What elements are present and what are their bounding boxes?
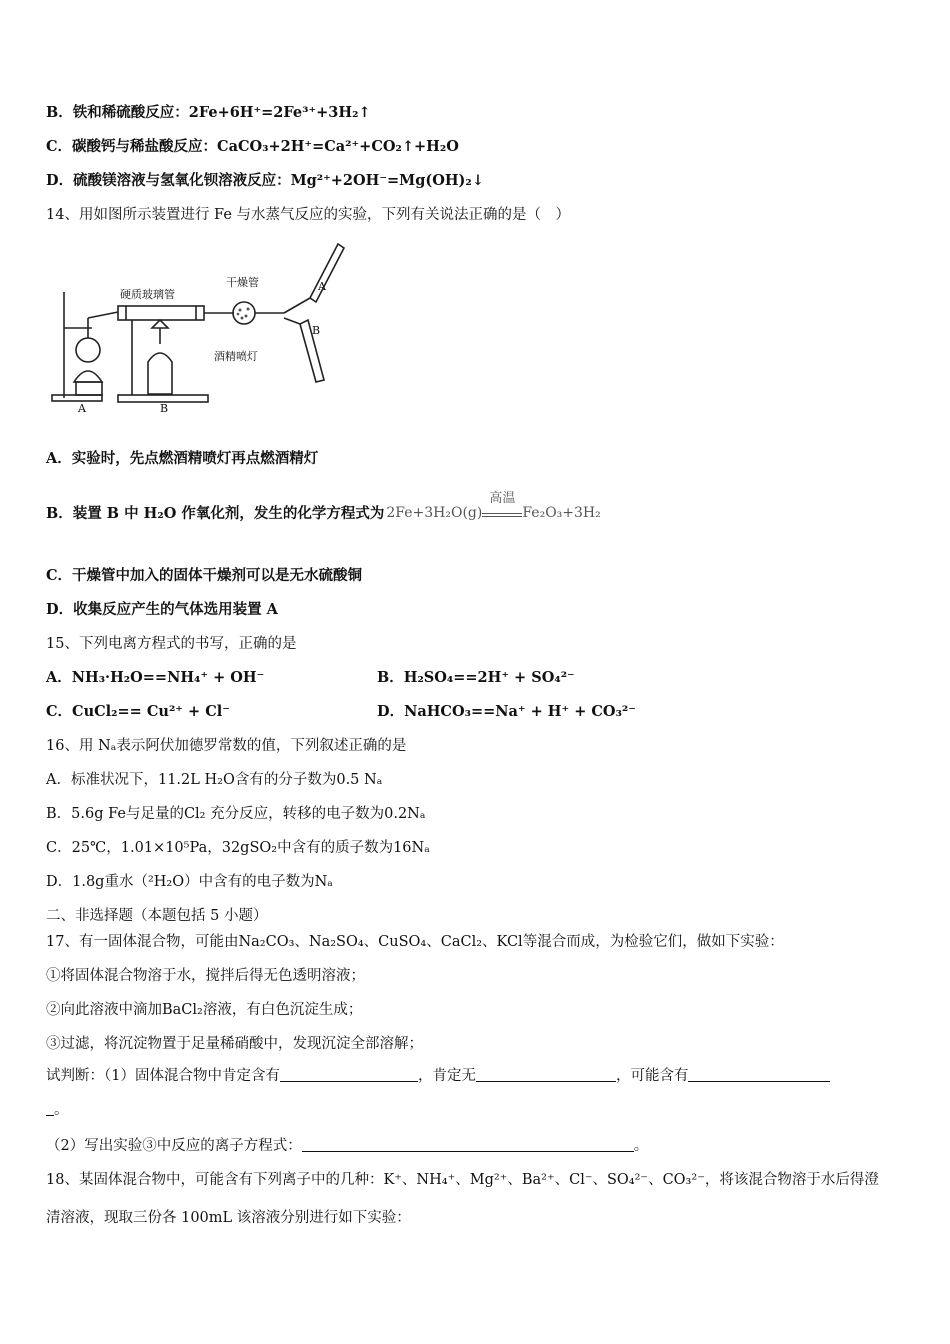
answer-blank-absent[interactable]	[476, 1067, 616, 1082]
answer-blank-continued[interactable]	[46, 1101, 54, 1116]
label-a-bottom: A	[78, 402, 86, 415]
equation-condition	[482, 491, 522, 517]
answer-blank-contains[interactable]	[280, 1067, 418, 1082]
q17-judge-b: ，肯定无	[417, 1068, 476, 1084]
q17-q2-end: 。	[633, 1138, 649, 1154]
q17-judge-a: 试判断：（1）固体混合物中肯定含有	[46, 1068, 280, 1084]
q14-option-b	[46, 491, 601, 524]
hard-glass-tube	[118, 306, 204, 320]
q13-option-b: B．铁和稀硫酸反应：2Fe+6H⁺=2Fe³⁺+3H₂↑	[46, 104, 371, 121]
q14-option-a: A．实验时，先点燃酒精喷灯再点燃酒精灯	[46, 450, 319, 467]
label-b-bottom: B	[160, 402, 169, 415]
equation-condition-text: 高温	[489, 491, 516, 506]
q14-option-b-text: B．装置 B 中 H₂O 作氧化剂，发生的化学方程式为	[46, 505, 385, 522]
stand-b-base	[118, 395, 208, 402]
collection-tube-a	[310, 244, 344, 302]
q17-step-1: ①将固体混合物溶于水，搅拌后得无色透明溶液；	[46, 968, 365, 984]
equation-left: 2Fe+3H₂O(g)	[386, 505, 483, 521]
drying-tube	[233, 302, 255, 324]
answer-blank-ion-equation[interactable]	[302, 1137, 634, 1152]
equals-sign	[482, 513, 522, 517]
q13-option-c: C．碳酸钙与稀盐酸反应：CaCO₃+2H⁺=Ca²⁺+CO₂↑+H₂O	[46, 138, 459, 155]
q15-option-b: B．H₂SO₄==2H⁺ + SO₄²⁻	[377, 669, 575, 686]
q15-option-a: A．NH₃·H₂O==NH₄⁺ + OH⁻	[46, 669, 265, 686]
label-b-right: B	[312, 324, 321, 337]
q14-stem: 14、用如图所示装置进行 Fe 与水蒸气反应的实验，下列有关说法正确的是（ ）	[46, 207, 571, 223]
q16-option-b: B．5.6g Fe与足量的Cl₂ 充分反应，转移的电子数为0.2Nₐ	[46, 806, 426, 822]
q16-stem: 16、用 Nₐ表示阿伏加德罗常数的值，下列叙述正确的是	[46, 738, 407, 754]
label-a-right: A	[318, 280, 326, 293]
answer-blank-possible[interactable]	[688, 1067, 830, 1082]
q13-option-d: D．硫酸镁溶液与氢氧化钡溶液反应：Mg²⁺+2OH⁻=Mg(OH)₂↓	[46, 172, 484, 189]
q16-option-a: A．标准状况下，11.2L H₂O含有的分子数为0.5 Nₐ	[46, 772, 383, 788]
q15-option-d: D．NaHCO₃==Na⁺ + H⁺ + CO₃²⁻	[377, 703, 636, 720]
stand-a-base	[52, 395, 102, 401]
blast-lamp	[148, 353, 172, 394]
equation-right: Fe₂O₃+3H₂	[522, 505, 601, 521]
q16-option-c: C．25℃，1.01×10⁵Pa，32gSO₂中含有的质子数为16Nₐ	[46, 840, 430, 856]
q15-stem: 15、下列电离方程式的书写，正确的是	[46, 636, 297, 652]
q17-q2-text: （2）写出实验③中反应的离子方程式：	[46, 1138, 302, 1154]
q18-line-2: 清溶液，现取三份各 100mL 该溶液分别进行如下实验：	[46, 1210, 411, 1226]
q18-line-1: 18、某固体混合物中，可能含有下列离子中的几种：K⁺、NH₄⁺、Mg²⁺、Ba²⁺、Cl⁻、SO₄²⁻、CO₃²⁻，将该混合物溶于水后得澄	[46, 1172, 879, 1188]
label-hard-glass-tube: 硬质玻璃管	[120, 288, 175, 301]
q17-judge-line	[46, 1066, 830, 1086]
q14-equation	[386, 491, 601, 523]
q17-step-3: ③过滤，将沉淀物置于足量稀硝酸中，发现沉淀全部溶解；	[46, 1036, 423, 1052]
q16-option-d: D．1.8g重水（²H₂O）中含有的电子数为Nₐ	[46, 874, 333, 890]
q15-option-c: C．CuCl₂== Cu²⁺ + Cl⁻	[46, 703, 230, 720]
q14-option-c: C．干燥管中加入的固体干燥剂可以是无水硫酸铜	[46, 567, 363, 584]
alcohol-lamp-flame	[74, 371, 102, 382]
q14-option-d: D．收集反应产生的气体选用装置 A	[46, 601, 278, 618]
label-blast-lamp: 酒精喷灯	[214, 350, 258, 363]
apparatus-diagram	[48, 232, 348, 416]
flask	[76, 338, 100, 362]
q17-part-2	[46, 1136, 648, 1156]
label-drying-tube: 干燥管	[226, 276, 259, 289]
q17-judge-end: 。	[54, 1102, 69, 1118]
q17-judge-end-line	[46, 1100, 69, 1120]
q17-judge-c: ，可能含有	[615, 1068, 689, 1084]
section-heading: 二、非选择题（本题包括 5 小题）	[46, 908, 268, 924]
q17-stem: 17、有一固体混合物，可能由Na₂CO₃、Na₂SO₄、CuSO₄、CaCl₂、KCl等混合而成，为检验它们，做如下实验：	[46, 934, 784, 950]
q17-step-2: ②向此溶液中滴加BaCl₂溶液，有白色沉淀生成；	[46, 1002, 363, 1018]
